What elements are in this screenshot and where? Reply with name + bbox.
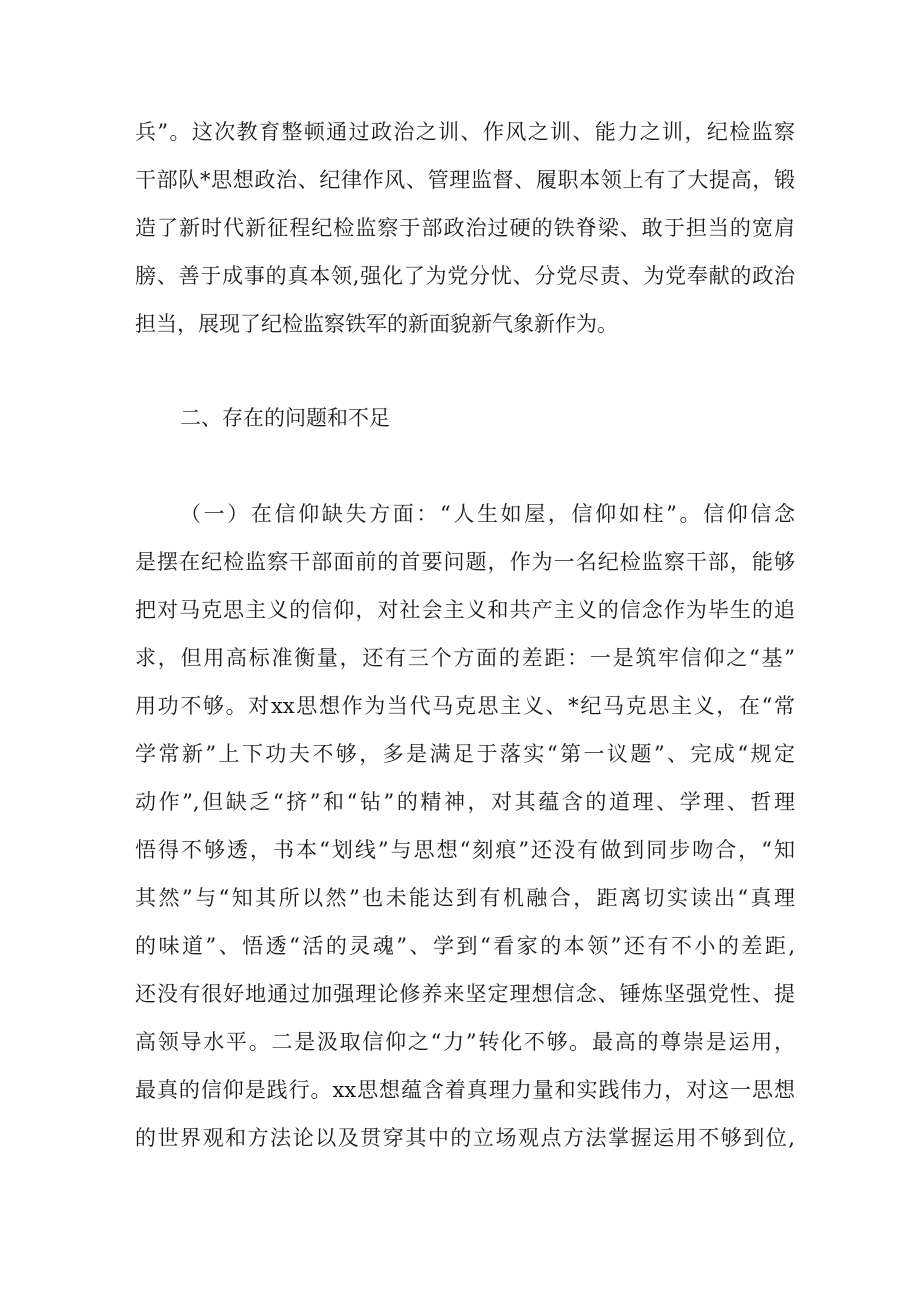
- section-heading: 二、存在的问题和不足: [180, 406, 390, 430]
- paragraph-1-line: 兵”。这次教育整顿通过政治之训、作风之训、能力之训，纪检监察: [135, 120, 795, 144]
- paragraph-2-line: 是摆在纪检监察干部面前的首要问题，作为一名纪检监察干部，能够: [135, 550, 795, 574]
- paragraph-2-line: 用功不够。对xx思想作为当代马克思主义、*纪马克思主义，在“常: [135, 694, 795, 718]
- paragraph-2-line: 的味道”、悟透“活的灵魂”、学到“看家的本领”还有不小的差距,: [135, 934, 795, 958]
- paragraph-2-line: 学常新”上下功夫不够，多是满足于落实“第一议题”、完成“规定: [135, 742, 795, 766]
- paragraph-2-line: 把对马克思主义的信仰，对社会主义和共产主义的信念作为毕生的追: [135, 598, 795, 622]
- paragraph-2-line: （一）在信仰缺失方面：“人生如屋，信仰如柱”。信仰信念: [180, 502, 795, 526]
- paragraph-1-line: 担当，展现了纪检监察铁军的新面貌新气象新作为。: [135, 312, 618, 336]
- paragraph-2-line: 最真的信仰是践行。xx思想蕴含着真理力量和实践伟力，对这一思想: [135, 1078, 795, 1102]
- paragraph-2-line: 的世界观和方法论以及贯穿其中的立场观点方法掌握运用不够到位,: [135, 1126, 795, 1150]
- paragraph-2-line: 动作”,但缺乏“挤”和“钻”的精神，对其蕴含的道理、学理、哲理: [135, 790, 795, 814]
- paragraph-1-line: 干部队*思想政治、纪律作风、管理监督、履职本领上有了大提高，锻: [135, 168, 795, 192]
- paragraph-1-line: 造了新时代新征程纪检监察于部政治过硬的铁脊梁、敢于担当的宽肩: [135, 216, 795, 240]
- paragraph-1-line: 膀、善于成事的真本领,强化了为党分忧、分党尽责、为党奉献的政治: [135, 264, 795, 288]
- paragraph-2-line: 还没有很好地通过加强理论修养来坚定理想信念、锤炼坚强党性、提: [135, 982, 795, 1006]
- paragraph-2-line: 其然”与“知其所以然”也未能达到有机融合，距离切实读出“真理: [135, 886, 795, 910]
- paragraph-2-line: 悟得不够透，书本“划线”与思想“刻痕”还没有做到同步吻合，“知: [135, 838, 795, 862]
- paragraph-2-line: 求，但用高标准衡量，还有三个方面的差距：一是筑牢信仰之“基”: [135, 646, 795, 670]
- paragraph-2-line: 高领导水平。二是汲取信仰之“力”转化不够。最高的尊崇是运用，: [135, 1030, 795, 1054]
